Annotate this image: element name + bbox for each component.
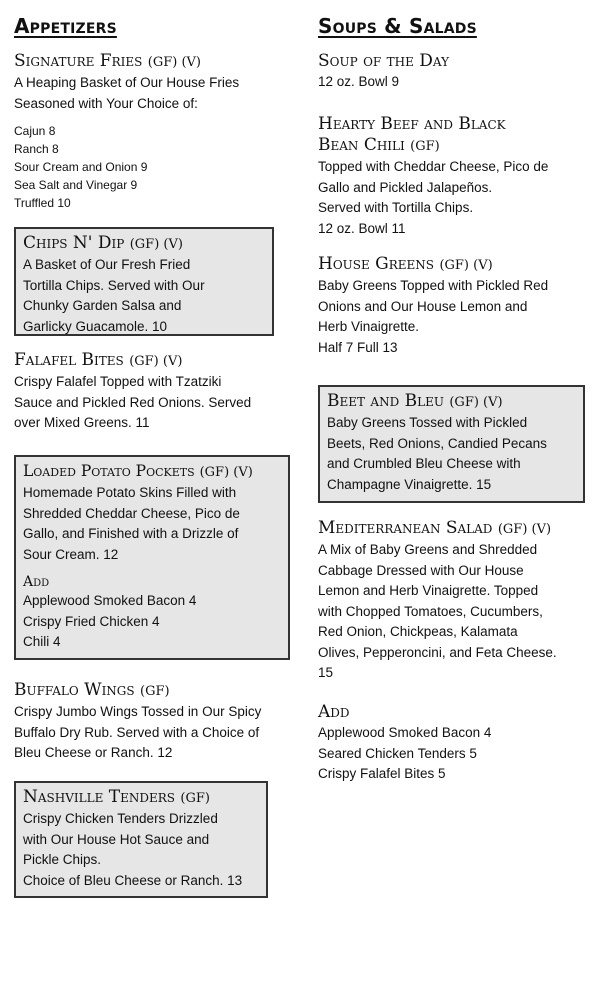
menu-item-house-greens xyxy=(318,254,548,358)
item-description: A Heaping Basket of Our House Fries Seasoned with Your Choice of: xyxy=(14,75,240,111)
list-item: Crispy Falafel Bites 5 xyxy=(318,766,446,781)
list-item: Chili 4 xyxy=(23,634,61,649)
dietary-tags: (GF) (V) xyxy=(439,258,493,273)
list-item: Sour Cream and Onion 9 xyxy=(14,160,148,174)
item-name: Hearty Beef and Black xyxy=(318,114,506,134)
soups-salads-heading: Soups & Salads xyxy=(318,14,477,38)
salad-add-ons xyxy=(318,702,491,785)
item-name: Chips N' Dip xyxy=(23,233,125,253)
item-description: 12 oz. Bowl 9 xyxy=(318,74,400,89)
item-description: Crispy Jumbo Wings Tossed in Our Spicy Buffalo Dry Rub. Served with a Choice of Bleu Cheese or Ranch. 12 xyxy=(14,704,262,760)
item-name-cont: Bean Chili xyxy=(318,135,405,155)
list-item: Cajun 8 xyxy=(14,124,56,138)
item-name: Loaded Potato Pockets xyxy=(23,462,195,480)
list-item: Ranch 8 xyxy=(14,142,59,156)
item-name: Nashville Tenders xyxy=(23,787,175,807)
menu-item-mediterranean-salad xyxy=(318,518,557,684)
item-name: Signature Fries xyxy=(14,51,143,71)
item-name: Beet and Bleu xyxy=(327,391,444,411)
menu-item-signature-fries xyxy=(14,51,239,212)
add-ons xyxy=(23,573,288,653)
menu-item-beet-and-bleu xyxy=(318,385,585,503)
add-label: Add xyxy=(23,574,50,590)
item-description: A Basket of Our Fresh Fried Tortilla Chips. Served with Our Chunky Garden Salsa and Garlicky Guacamole. 10 xyxy=(23,257,205,334)
menu-item-loaded-potato-pockets xyxy=(14,455,290,660)
add-label: Add xyxy=(318,702,350,722)
item-name: Mediterranean Salad xyxy=(318,518,493,538)
dietary-tags: (GF) (V) xyxy=(449,395,503,410)
list-item: Crispy Fried Chicken 4 xyxy=(23,613,160,629)
dietary-tags: (GF) (V) xyxy=(497,522,552,537)
seasoning-options xyxy=(14,122,239,212)
dietary-tags: (GF) xyxy=(140,684,170,699)
dietary-tags: (GF) (V) xyxy=(129,237,183,252)
appetizers-heading: Appetizers xyxy=(14,14,117,38)
item-name: House Greens xyxy=(318,254,435,274)
list-item: Applewood Smoked Bacon 4 xyxy=(23,593,197,608)
menu-item-soup-of-the-day xyxy=(318,51,449,93)
item-description: A Mix of Baby Greens and Shredded Cabbage Dressed with Our House Lemon and Herb Vinaigrette. Topped with Chopped Tomatoes, Cucumbers, Red Onion, Chickpeas, Kalamata Olives, Pepperoncini, and Feta Cheese. 15 xyxy=(318,542,557,680)
menu-item-buffalo-wings xyxy=(14,680,261,764)
menu-item-falafel-bites xyxy=(14,350,251,434)
menu-item-chips-dip xyxy=(14,227,274,336)
item-name: Falafel Bites xyxy=(14,350,124,370)
menu-item-nashville-tenders xyxy=(14,781,268,898)
item-description: Crispy Falafel Topped with Tzatziki Sauce and Pickled Red Onions. Served over Mixed Greens. 11 xyxy=(14,374,252,430)
list-item: Seared Chicken Tenders 5 xyxy=(318,745,477,761)
item-name: Soup of the Day xyxy=(318,51,450,71)
dietary-tags: (GF) (V) xyxy=(199,465,253,480)
item-description: Homemade Potato Skins Filled with Shredded Cheddar Cheese, Pico de Gallo, and Finished with a Drizzle of Sour Cream. 12 xyxy=(23,485,240,562)
item-description: Topped with Cheddar Cheese, Pico de Gallo and Pickled Jalapeños. Served with Tortilla Chips. 12 oz. Bowl 11 xyxy=(318,159,549,236)
list-item: Sea Salt and Vinegar 9 xyxy=(14,178,138,192)
item-description: Crispy Chicken Tenders Drizzled with Our House Hot Sauce and Pickle Chips. Choice of Bleu Cheese or Ranch. 13 xyxy=(23,811,243,888)
menu-item-beef-chili xyxy=(318,114,548,239)
dietary-tags: (GF) (V) xyxy=(147,55,201,70)
list-item: Truffled 10 xyxy=(14,196,71,210)
dietary-tags: (GF) xyxy=(180,791,210,806)
list-item: Applewood Smoked Bacon 4 xyxy=(318,725,492,740)
item-description: Baby Greens Topped with Pickled Red Onions and Our House Lemon and Herb Vinaigrette. Half 7 Full 13 xyxy=(318,278,549,355)
dietary-tags: (GF) (V) xyxy=(129,354,183,369)
item-description: Baby Greens Tossed with Pickled Beets, Red Onions, Candied Pecans and Crumbled Bleu Cheese with Champagne Vinaigrette. 15 xyxy=(327,415,547,492)
dietary-tags: (GF) xyxy=(410,139,440,154)
item-name: Buffalo Wings xyxy=(14,680,135,700)
